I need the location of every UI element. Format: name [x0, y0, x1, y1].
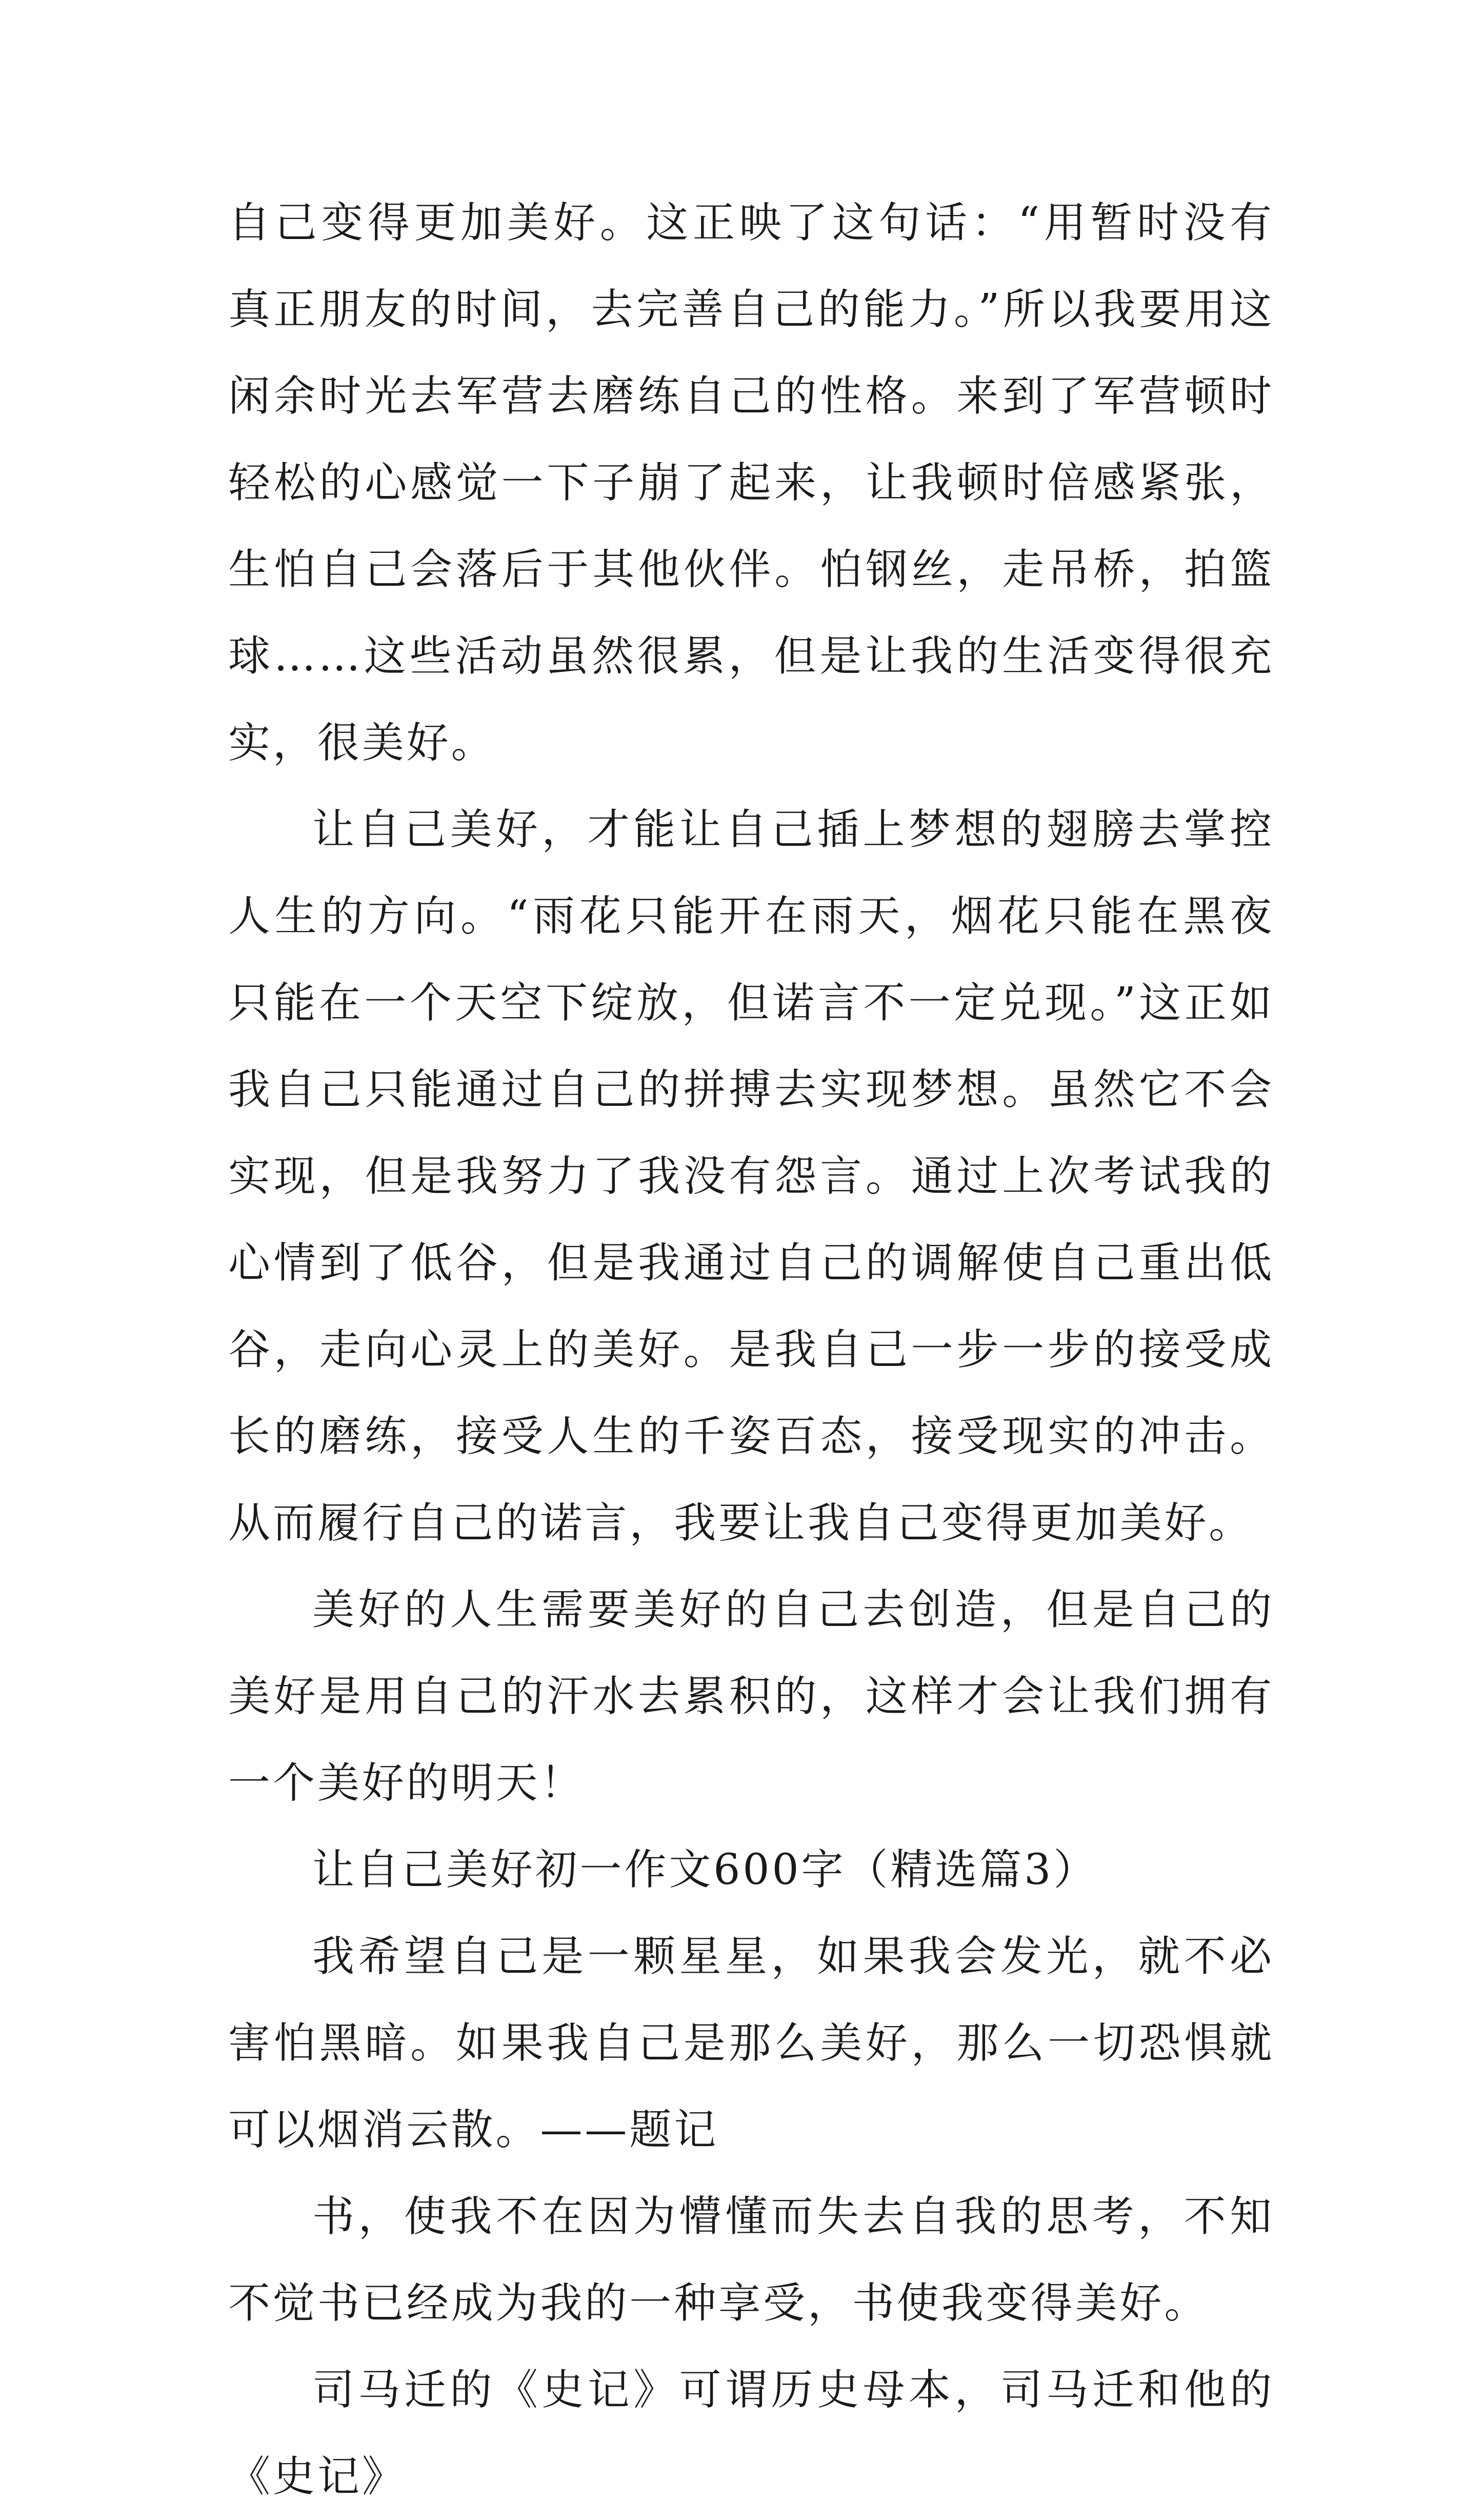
section-heading: 让自己美好初一作文600字（精选篇3）	[312, 1846, 1098, 1894]
document-body	[228, 180, 1274, 2520]
paragraph-continuation: 自己变得更加美好。这正映了这句话：“用暂时没有真正朋友的时间，去完善自己的能力。”所以我要用这闲余时光去军营去磨练自己的性格。来到了军营顿时轻松的心感觉一下子崩了起来，让我顿时倍感紧张，生怕自己会落后于其他伙伴。怕钢丝，走吊桥，拍篮球……这些活动虽然很累，但是让我的生活变得很充实，很美好。	[228, 199, 1274, 767]
paragraph-books: 书，使我不在因为懵懂而失去自我的思考，不知不觉书已经成为我的一种享受，书使我变得美好。	[228, 2192, 1274, 2328]
paragraph-dream: 让自己美好，才能让自己插上梦想的翅膀去掌控人生的方向。“雨花只能开在雨天，烟花只能在黑夜只能在一个天空下绽放，但诺言不一定兑现。”这正如我自己只能通过自己的拼搏去实现梦想。虽然它不会实现，但是我努力了我没有怨言。通过上次考试我的心情到了低谷，但是我通过自己的调解使自己重出低谷，走向心灵上的美好。是我自己一步一步的接受成长的磨练，接受人生的千姿百态，接受现实的冲击。从而履行自己的诺言，我要让我自己变得更加美好。	[228, 805, 1274, 1547]
paragraph-sima-qian: 司马迁的《史记》可谓历史母本，司马迁和他的《史记》	[228, 2366, 1274, 2501]
paragraph-conclusion: 美好的人生需要美好的自己去创造，但是自己的美好是用自己的汗水去累积的，这样才会让我们拥有一个美好的明天！	[228, 1585, 1274, 1808]
paragraph-epigraph: 我希望自己是一颗星星，如果我会发光，就不必害怕黑暗。如果我自己是那么美好，那么一切恐惧就可以烟消云散。——题记	[228, 1932, 1274, 2154]
